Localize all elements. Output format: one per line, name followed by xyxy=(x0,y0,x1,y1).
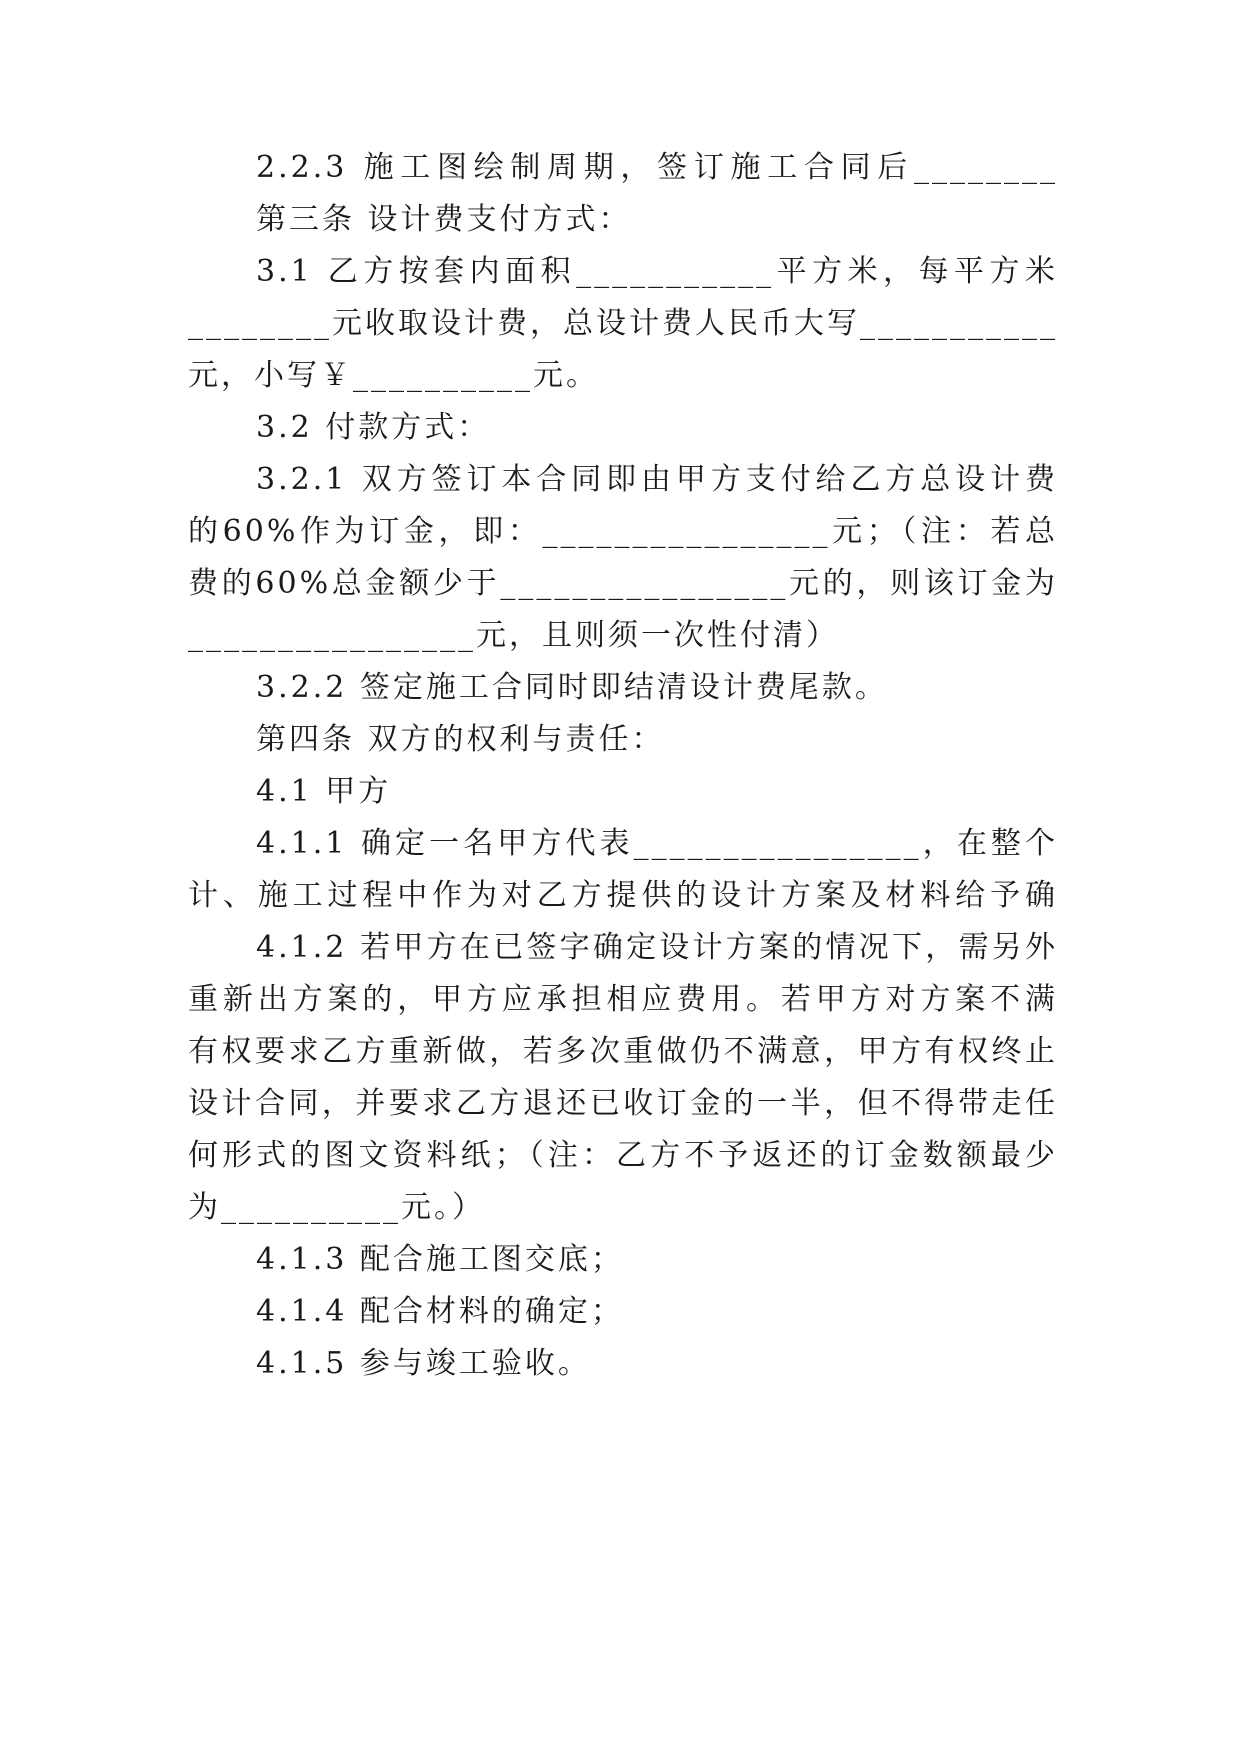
clause-4-1-4: 4.1.4 配合材料的确定； xyxy=(256,1294,624,1329)
clause-3-2-heading: 3.2 付款方式： xyxy=(256,410,491,445)
clause-3-2-1-line-1: 3.2.1 双方签订本合同即由甲方支付给乙方总设计费 xyxy=(256,462,1058,497)
clause-3-2-1-line-2: 的60%作为订金，即：________________元；（注：若总 xyxy=(188,514,1058,549)
clause-4-1-1-line-2: 计、施工过程中作为对乙方提供的设计方案及材料给予确 xyxy=(188,878,1058,913)
clause-3-1-line-3: 元，小写￥__________元。 xyxy=(188,358,599,393)
clause-4-1-2-line-3: 有权要求乙方重新做，若多次重做仍不满意，甲方有权终止 xyxy=(188,1034,1058,1069)
clause-4-1-1-line-1: 4.1.1 确定一名甲方代表________________，在整个 xyxy=(256,826,1058,861)
article-4-heading: 第四条 双方的权利与责任： xyxy=(256,722,665,757)
clause-4-1-heading: 4.1 甲方 xyxy=(256,774,392,809)
clause-4-1-2-line-6: 为__________元。） xyxy=(188,1190,485,1225)
article-3-heading: 第三条 设计费支付方式： xyxy=(256,202,632,237)
clause-4-1-5: 4.1.5 参与竣工验收。 xyxy=(256,1346,591,1381)
clause-4-1-2-line-5: 何形式的图文资料纸；（注：乙方不予返还的订金数额最少 xyxy=(188,1138,1058,1173)
clause-3-1-line-1: 3.1 乙方按套内面积___________平方米，每平方米 xyxy=(256,254,1058,289)
clause-3-2-1-line-4: ________________元，且则须一次性付清） xyxy=(188,618,839,653)
clause-3-2-1-line-3: 费的60%总金额少于________________元的，则该订金为 xyxy=(188,566,1058,601)
clause-3-2-2: 3.2.2 签定施工合同时即结清设计费尾款。 xyxy=(256,670,888,705)
clause-3-1-line-2: ________元收取设计费，总设计费人民币大写___________ xyxy=(188,306,1058,341)
clause-4-1-2-line-1: 4.1.2 若甲方在已签字确定设计方案的情况下，需另外 xyxy=(256,930,1058,965)
clause-4-1-2-line-2: 重新出方案的，甲方应承担相应费用。若甲方对方案不满 xyxy=(188,982,1058,1017)
clause-4-1-2-line-4: 设计合同，并要求乙方退还已收订金的一半，但不得带走任 xyxy=(188,1086,1058,1121)
clause-2-2-3: 2.2.3 施工图绘制周期，签订施工合同后________ xyxy=(256,150,1058,185)
clause-4-1-3: 4.1.3 配合施工图交底； xyxy=(256,1242,624,1277)
